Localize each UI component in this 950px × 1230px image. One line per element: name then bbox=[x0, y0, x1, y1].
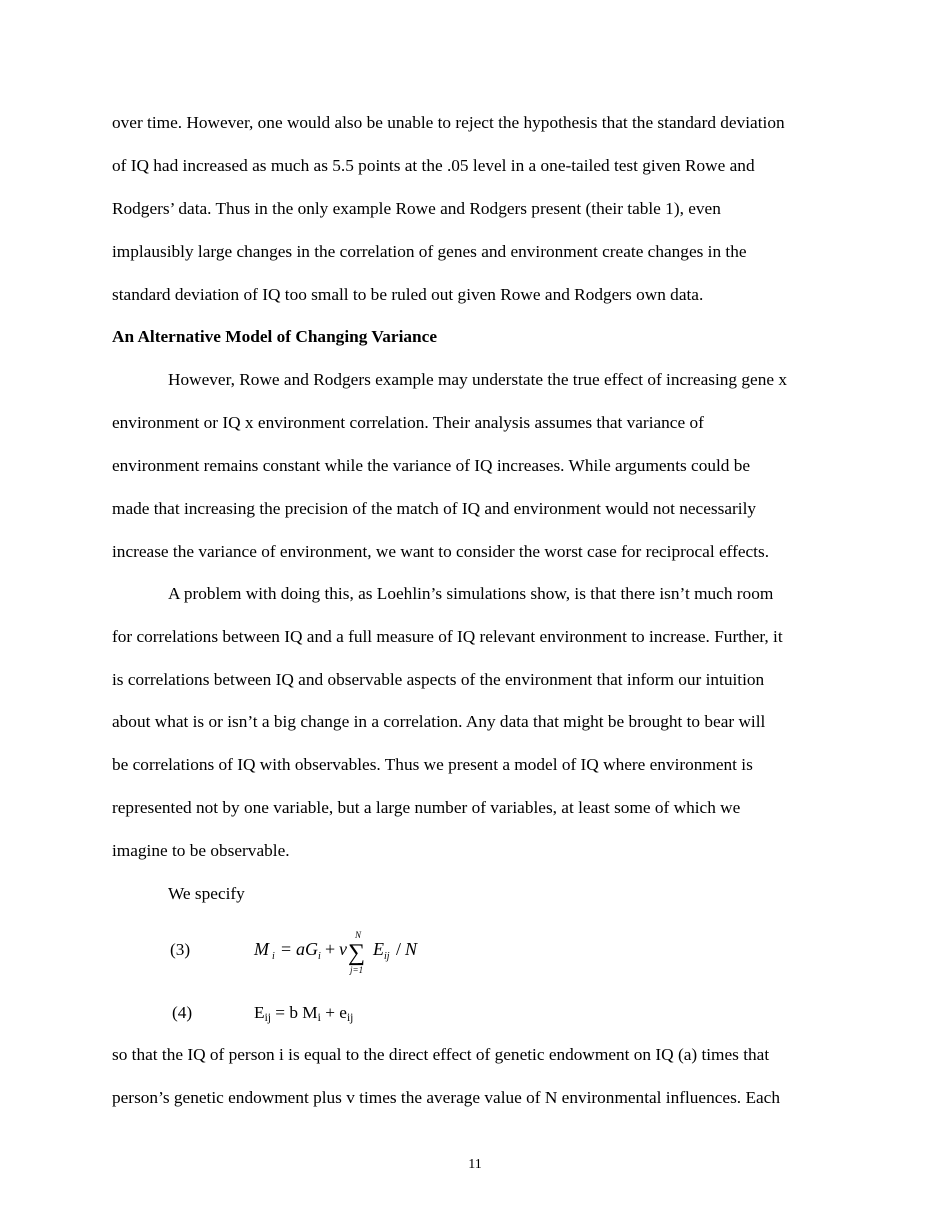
eq3-slash: / bbox=[396, 939, 402, 959]
eq3-equals: = bbox=[281, 939, 292, 959]
text-line: about what is or isn’t a big change in a correlation. Any data that might be brought to bear will bbox=[112, 712, 766, 731]
eq3-sum-upper: N bbox=[355, 930, 362, 940]
eq3-v: v bbox=[339, 939, 347, 959]
eq4-middle: = b M bbox=[270, 1003, 318, 1022]
section-heading: An Alternative Model of Changing Variance bbox=[112, 327, 437, 346]
eq4-sub-ij-2: ij bbox=[346, 1012, 354, 1024]
equation-4 bbox=[254, 1003, 353, 1023]
eq3-sum-lower: j=1 bbox=[350, 965, 364, 975]
page-number: 11 bbox=[468, 1157, 482, 1172]
text-line: imagine to be observable. bbox=[112, 841, 290, 860]
text-line: standard deviation of IQ too small to be ruled out given Rowe and Rodgers own data. bbox=[112, 285, 704, 304]
eq3-sub-i: i bbox=[272, 951, 275, 962]
text-line: made that increasing the precision of the match of IQ and environment would not necessarily bbox=[112, 499, 757, 518]
text-line: A problem with doing this, as Loehlin’s simulations show, is that there isn’t much room bbox=[168, 584, 774, 603]
text-line: increase the variance of environment, we want to consider the worst case for reciprocal effects. bbox=[112, 542, 770, 561]
eq3-sub-ij: ij bbox=[384, 951, 390, 962]
text-line: over time. However, one would also be unable to reject the hypothesis that the standard deviation bbox=[112, 113, 785, 132]
text-line: environment remains constant while the variance of IQ increases. While arguments could be bbox=[112, 456, 751, 475]
text-line: be correlations of IQ with observables. Thus we present a model of IQ where environment is bbox=[112, 755, 753, 774]
text-line: implausibly large changes in the correlation of genes and environment create changes in the bbox=[112, 242, 747, 261]
text-line: is correlations between IQ and observable aspects of the environment that inform our intuition bbox=[112, 670, 765, 689]
text-line: of IQ had increased as much as 5.5 points at the .05 level in a one-tailed test given Rowe and bbox=[112, 156, 755, 175]
eq3-G: G bbox=[305, 939, 318, 959]
equation-3-formula bbox=[254, 926, 434, 982]
eq3-N: N bbox=[405, 939, 418, 959]
eq4-sub-i: i bbox=[317, 1012, 321, 1024]
eq3-E: E bbox=[373, 939, 384, 959]
eq4-sub-ij: ij bbox=[264, 1012, 271, 1024]
equation-3-number: (3) bbox=[170, 940, 191, 959]
text-line: person’s genetic endowment plus v times the average value of N environmental influences. Each bbox=[112, 1088, 780, 1107]
text-line: represented not by one variable, but a large number of variables, at least some of which we bbox=[112, 798, 741, 817]
text-line: environment or IQ x environment correlation. Their analysis assumes that variance of bbox=[112, 413, 704, 432]
text-line: However, Rowe and Rodgers example may understate the true effect of increasing gene x bbox=[168, 370, 787, 389]
equation-3 bbox=[254, 926, 434, 982]
eq3-sub-i-2: i bbox=[318, 951, 321, 962]
eq3-plus: + bbox=[325, 939, 336, 959]
eq3-a: a bbox=[296, 939, 305, 959]
eq4-plus-e: + e bbox=[320, 1003, 347, 1022]
we-specify-text: We specify bbox=[168, 884, 245, 903]
text-line: so that the IQ of person i is equal to the direct effect of genetic endowment on IQ (a) times that bbox=[112, 1045, 770, 1064]
text-line: Rodgers’ data. Thus in the only example Rowe and Rodgers present (their table 1), even bbox=[112, 199, 721, 218]
eq3-sigma: ∑ bbox=[348, 940, 366, 966]
eq4-E: E bbox=[254, 1003, 265, 1022]
eq3-M: M bbox=[254, 939, 269, 959]
text-line: for correlations between IQ and a full measure of IQ relevant environment to increase. Further, it bbox=[112, 627, 783, 646]
equation-4-number: (4) bbox=[172, 1003, 193, 1022]
